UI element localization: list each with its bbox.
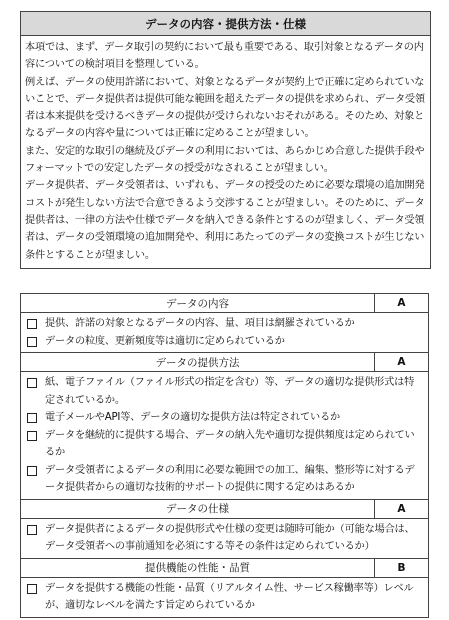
section-items	[21, 372, 429, 500]
checkbox-icon[interactable]	[27, 525, 37, 535]
checklist-table	[20, 293, 429, 618]
check-item	[25, 374, 424, 409]
check-item-text: データ提供者によるデータの提供形式や仕様の変更は随時可能か（可能な場合は、データ受領者への事前通知を必須にする等その条件は定められているか）	[45, 523, 415, 552]
check-item	[25, 333, 424, 351]
section-header-row	[21, 499, 429, 518]
checkbox-icon[interactable]	[27, 431, 37, 441]
check-item-text: 紙、電子ファイル（ファイル形式の指定を含む）等、データの適切な提供形式は特定されているか。	[45, 377, 415, 406]
intro-title: データの内容・提供方法・仕様	[21, 12, 430, 36]
check-item	[25, 427, 424, 462]
section-header-row	[21, 558, 429, 577]
intro-paragraph: 例えば、データの使用許諾において、対象となるデータが契約上で正確に定められていないことで、データ提供者は提供可能な範囲を超えたデータの提供を求められ、データ受領者は本来提供を受けるべきデータの提供が受けられないおそれがある。そのため、対象となるデータの内容や量については正確に定めることが望ましい。	[25, 76, 425, 140]
check-item-text: データを提供する機能の性能・品質（リアルタイム性、サービス稼働率等）レベルが、適切なレベルを満たす旨定められているか	[45, 582, 414, 611]
check-item	[25, 521, 424, 556]
section-title: データの提供方法	[21, 353, 375, 372]
intro-paragraph: また、安定的な取引の継続及びデータの利用においては、あらかじめ合意した提供手段やフォーマットでの安定したデータの授受がなされることが望ましい。	[25, 145, 425, 175]
section-rank: A	[375, 499, 429, 518]
section-header-row	[21, 353, 429, 372]
check-item	[25, 462, 424, 497]
section-title: データの内容	[21, 294, 375, 313]
intro-paragraph: データ提供者、データ受領者は、いずれも、データの授受のために必要な環境の追加開発コストが発生しない方法で合意できるよう交渉することが望ましい。そのために、データ提供者は、一律の方法や仕様でデータを納入できる条件とするのが望ましく、データ受領者は、データの受領環境の追加開発や、利用にあたってのデータの変換コストが生じない条件とすることが望ましい。	[25, 180, 425, 261]
checkbox-icon[interactable]	[27, 378, 37, 388]
checkbox-icon[interactable]	[27, 584, 37, 594]
section-items	[21, 577, 429, 617]
section-items-row	[21, 518, 429, 558]
intro-body	[21, 36, 430, 268]
section-header-row	[21, 294, 429, 313]
check-item-text: 電子メールやAPI等、データの適切な提供方法は特定されているか	[45, 412, 340, 423]
check-item-text: データを継続的に提供する場合、データの納入先や適切な提供頻度は定められているか	[45, 429, 415, 458]
section-title: 提供機能の性能・品質	[21, 558, 375, 577]
check-item	[25, 580, 424, 615]
section-items-row	[21, 372, 429, 500]
checkbox-icon[interactable]	[27, 319, 37, 329]
section-items-row	[21, 577, 429, 617]
check-item-text: データ受領者によるデータの利用に必要な範囲での加工、編集、整形等に対するデータ提供者からの適切な技術的サポートの提供に関する定めはあるか	[45, 464, 415, 493]
check-item-text: データの粒度、更新頻度等は適切に定められているか	[45, 335, 285, 347]
section-rank: A	[375, 353, 429, 372]
section-items-row	[21, 313, 429, 353]
section-items	[21, 518, 429, 558]
section-rank: A	[375, 294, 429, 313]
section-title: データの仕様	[21, 499, 375, 518]
check-item	[25, 409, 424, 427]
section-rank: B	[375, 558, 429, 577]
intro-box	[20, 11, 431, 269]
checkbox-icon[interactable]	[27, 337, 37, 347]
check-item-text: 提供、許諾の対象となるデータの内容、量、項目は網羅されているか	[45, 318, 355, 329]
checkbox-icon[interactable]	[27, 413, 37, 423]
checkbox-icon[interactable]	[27, 466, 37, 476]
intro-paragraph: 本項では、まず、データ取引の契約において最も重要である、取引対象となるデータの内容についての検討項目を整理している。	[25, 42, 424, 71]
check-item	[25, 315, 424, 333]
section-items	[21, 313, 429, 353]
